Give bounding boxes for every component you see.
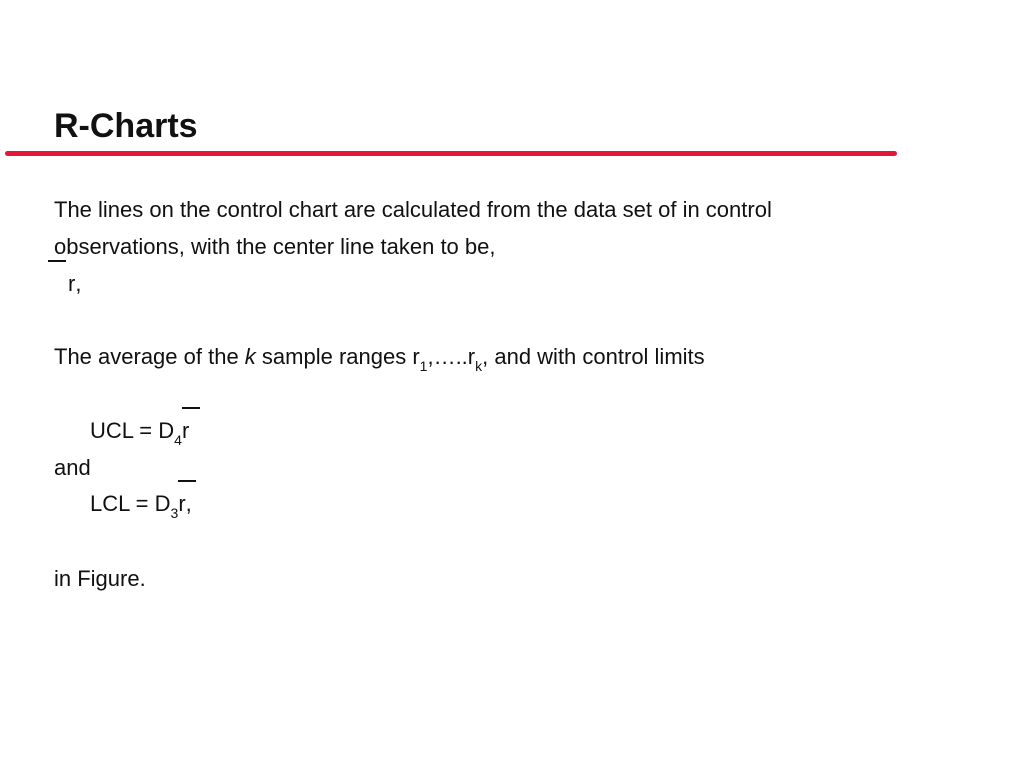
r-bar-letter: r (68, 271, 76, 296)
average-pre-text: The average of the (54, 344, 245, 369)
average-post-text: , and with control limits (482, 344, 705, 369)
ucl-pre-text: UCL = D (90, 418, 175, 443)
lcl-r-letter: r (178, 491, 186, 516)
subscript-1: 1 (419, 358, 428, 374)
center-line-formula (54, 271, 81, 297)
slide-title: R-Charts (54, 107, 198, 145)
ucl-r-bar-symbol (182, 418, 189, 444)
lcl-r-bar-symbol (178, 491, 185, 517)
lcl-post-text: , (185, 491, 192, 516)
lcl-overline (178, 480, 196, 482)
subscript-k: k (475, 358, 483, 374)
average-ranges-line (54, 344, 705, 374)
average-mid-text: sample ranges r (255, 344, 420, 369)
r-bar-punct: , (75, 271, 82, 296)
ucl-overline (182, 407, 200, 409)
lcl-subscript: 3 (170, 505, 179, 521)
paragraph-line-1: The lines on the control chart are calculated from the data set of in control (54, 197, 772, 222)
r-bar-symbol (54, 271, 75, 297)
average-dots-text: ,…..r (427, 344, 476, 369)
ucl-formula (90, 418, 190, 448)
ucl-subscript: 4 (174, 432, 182, 448)
ucl-r-letter: r (181, 418, 190, 443)
and-text: and (54, 455, 91, 480)
k-variable: k (244, 344, 256, 369)
paragraph-line-2: observations, with the center line taken to be, (54, 234, 496, 259)
lcl-formula (90, 491, 192, 521)
closing-text: in Figure. (54, 566, 146, 591)
lcl-pre-text: LCL = D (90, 491, 171, 516)
title-underline-rule (5, 151, 897, 156)
overline (48, 260, 66, 262)
